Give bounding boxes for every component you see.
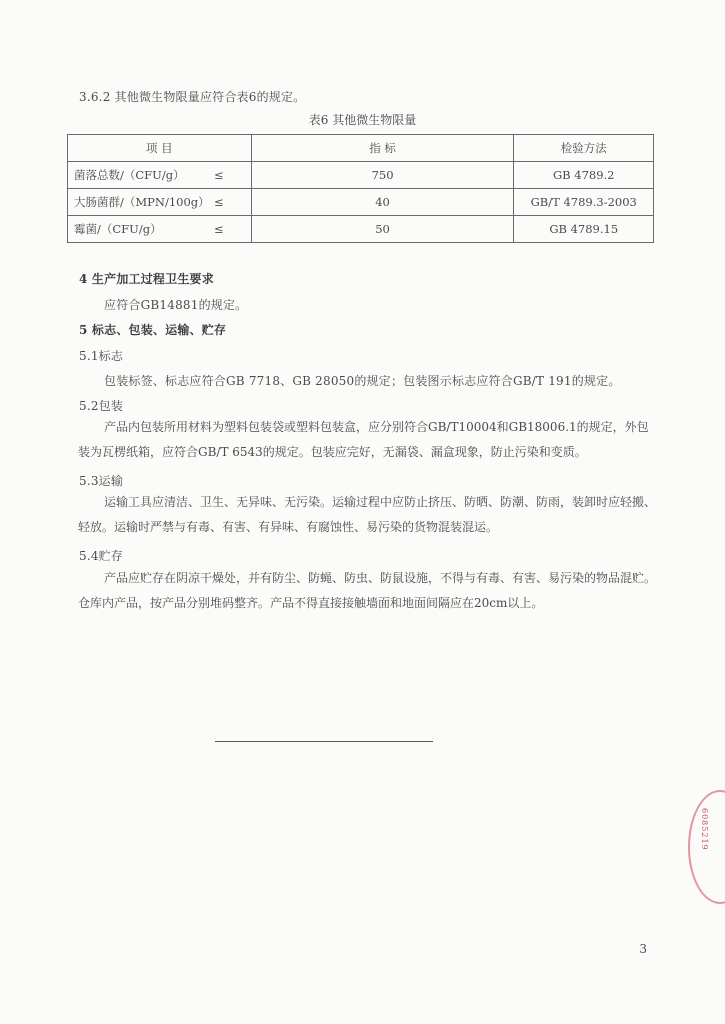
row-item: 大肠菌群/（MPN/100g）	[74, 195, 210, 209]
header-index: 指 标	[251, 135, 514, 162]
le-symbol: ≤	[214, 195, 224, 209]
le-symbol: ≤	[214, 168, 224, 182]
section-5-3-text: 运输工具应清洁、卫生、无异味、无污染。运输过程中应防止挤压、防晒、防潮、防雨，装卸时应轻搬、轻放。运输时严禁与有毒、有害、有异味、有腐蚀性、易污染的货物混装混运。	[78, 495, 657, 534]
table-row	[68, 216, 654, 243]
table-caption: 表6 其他微生物限量	[308, 113, 417, 127]
end-rule	[215, 741, 433, 742]
row-item: 菌落总数/（CFU/g）	[74, 168, 185, 182]
row-method: GB 4789.2	[514, 162, 654, 189]
section-5-1-heading: 5.1标志	[79, 349, 124, 363]
row-item: 霉菌/（CFU/g）	[74, 222, 162, 236]
section-4-heading: 4 生产加工过程卫生要求	[79, 272, 214, 286]
clause-3-6-2: 3.6.2 其他微生物限量应符合表6的规定。	[79, 90, 306, 104]
le-symbol: ≤	[214, 222, 224, 236]
table-header-row	[68, 135, 654, 162]
section-5-4-text: 产品应贮存在阴凉干燥处，并有防尘、防蝇、防虫、防鼠设施，不得与有毒、有害、易污染的物品混贮。仓库内产品，按产品分别堆码整齐。产品不得直接接触墙面和地面间隔应在20cm以上。	[78, 571, 657, 610]
section-5-1-text: 包装标签、标志应符合GB 7718、GB 28050的规定；包装图示标志应符合GB/T 191的规定。	[104, 374, 621, 388]
page-number: 3	[639, 942, 647, 956]
seal-stamp-text: 6085219	[700, 808, 709, 851]
row-value: 40	[251, 189, 514, 216]
microbe-limit-table	[67, 134, 654, 243]
row-value: 50	[251, 216, 514, 243]
table-row	[68, 189, 654, 216]
section-5-2-text: 产品内包装所用材料为塑料包装袋或塑料包装盒，应分别符合GB/T10004和GB18006.1的规定，外包装为瓦楞纸箱，应符合GB/T 6543的规定。包装应完好，无漏袋、漏盒现象，防止污染和变质。	[78, 420, 649, 459]
row-value: 750	[251, 162, 514, 189]
section-5-heading: 5 标志、包装、运输、贮存	[79, 323, 227, 337]
header-item: 项 目	[68, 135, 252, 162]
header-method: 检验方法	[514, 135, 654, 162]
section-4-text: 应符合GB14881的规定。	[104, 298, 248, 312]
row-method: GB 4789.15	[514, 216, 654, 243]
row-method: GB/T 4789.3-2003	[514, 189, 654, 216]
table-row	[68, 162, 654, 189]
section-5-2-heading: 5.2包装	[79, 399, 124, 413]
section-5-3-heading: 5.3运输	[79, 474, 124, 488]
section-5-4-heading: 5.4贮存	[79, 549, 124, 563]
